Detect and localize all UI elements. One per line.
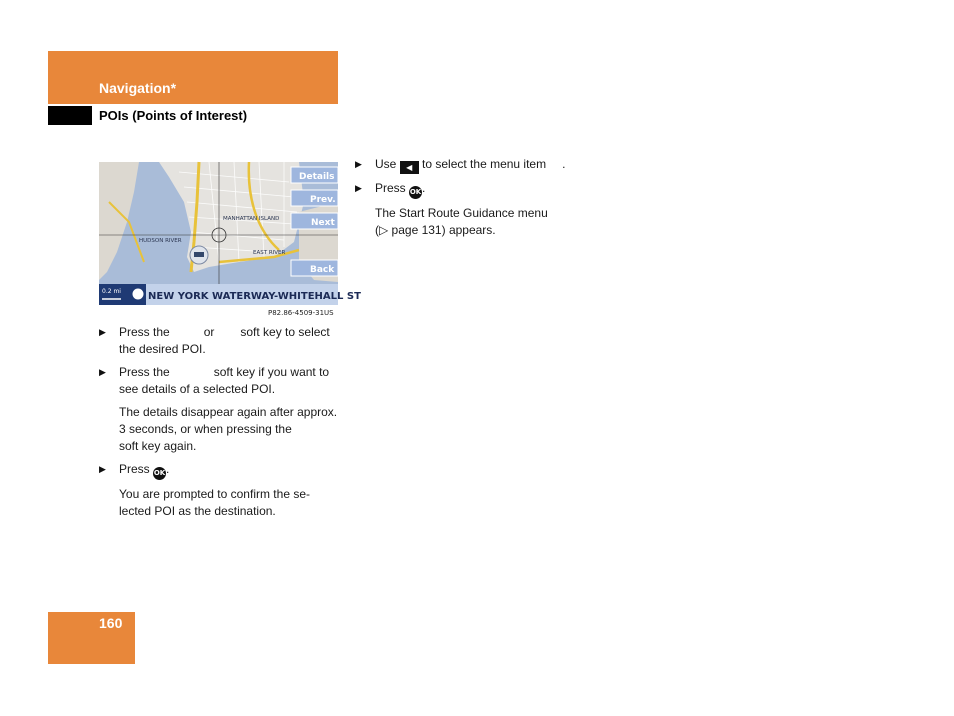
- step-select-menu: ▶ Use ◀ to select the menu item .: [355, 157, 566, 172]
- svg-text:Next: Next: [311, 218, 335, 228]
- svg-text:Prev.: Prev.: [310, 195, 336, 205]
- map-label-manhattan: MANHATTAN ISLAND: [223, 216, 280, 222]
- page-subtitle: POIs (Points of Interest): [99, 108, 248, 123]
- svg-text:Details: Details: [299, 172, 335, 182]
- note-confirm: You are prompted to confirm the se-lected POI as the destination.: [119, 487, 310, 518]
- ok-button-icon: OK: [409, 186, 422, 199]
- map-scale: 0.2 mi: [102, 288, 121, 295]
- map-label-hudson: HUDSON RIVER: [139, 238, 182, 244]
- map-image: [99, 162, 361, 305]
- bullet-triangle-icon: ▶: [99, 327, 106, 337]
- bullet-triangle-icon: ▶: [99, 464, 106, 474]
- section-title: Navigation*: [99, 80, 177, 96]
- map-label-east-river: EAST RIVER: [253, 250, 286, 256]
- softkey-prev[interactable]: [291, 190, 338, 206]
- ok-button-icon: OK: [153, 467, 166, 480]
- bullet-triangle-icon: ▶: [355, 183, 362, 193]
- step-press-ok-2: ▶ Press OK.: [355, 180, 595, 199]
- step-press-ok: ▶ Press OK.: [99, 461, 339, 480]
- note-details-disappear: The details disappear again after approx. 3 seconds, or when pressing thesoft key again.: [119, 405, 338, 453]
- step-details: ▶ Press the soft key if you want to see details of a selected POI.: [99, 365, 330, 396]
- softkey-back[interactable]: [291, 260, 338, 276]
- left-column: [99, 324, 339, 526]
- figure-caption: P82.86-4509-31US: [268, 309, 334, 317]
- page-number: 160: [99, 615, 123, 631]
- softkey-next[interactable]: [291, 213, 338, 229]
- bullet-triangle-icon: ▶: [355, 159, 362, 169]
- note-route-guidance: The Start Route Guidance menu (▷ page 131) appears.: [375, 206, 548, 237]
- bullet-triangle-icon: ▶: [99, 367, 106, 377]
- navigation-map-screen: [99, 162, 361, 305]
- header-bar: [48, 51, 338, 104]
- svg-text:Back: Back: [310, 265, 335, 275]
- compass-icon: [132, 288, 144, 300]
- softkey-details[interactable]: [291, 167, 338, 183]
- section-marker: [48, 106, 92, 125]
- right-column: [355, 156, 595, 245]
- step-select-poi: ▶ Press the or soft key to select the desired POI.: [99, 325, 330, 356]
- poi-name: NEW YORK WATERWAY-WHITEHALL ST: [148, 291, 361, 302]
- left-arrow-key-icon: ◀: [400, 161, 419, 174]
